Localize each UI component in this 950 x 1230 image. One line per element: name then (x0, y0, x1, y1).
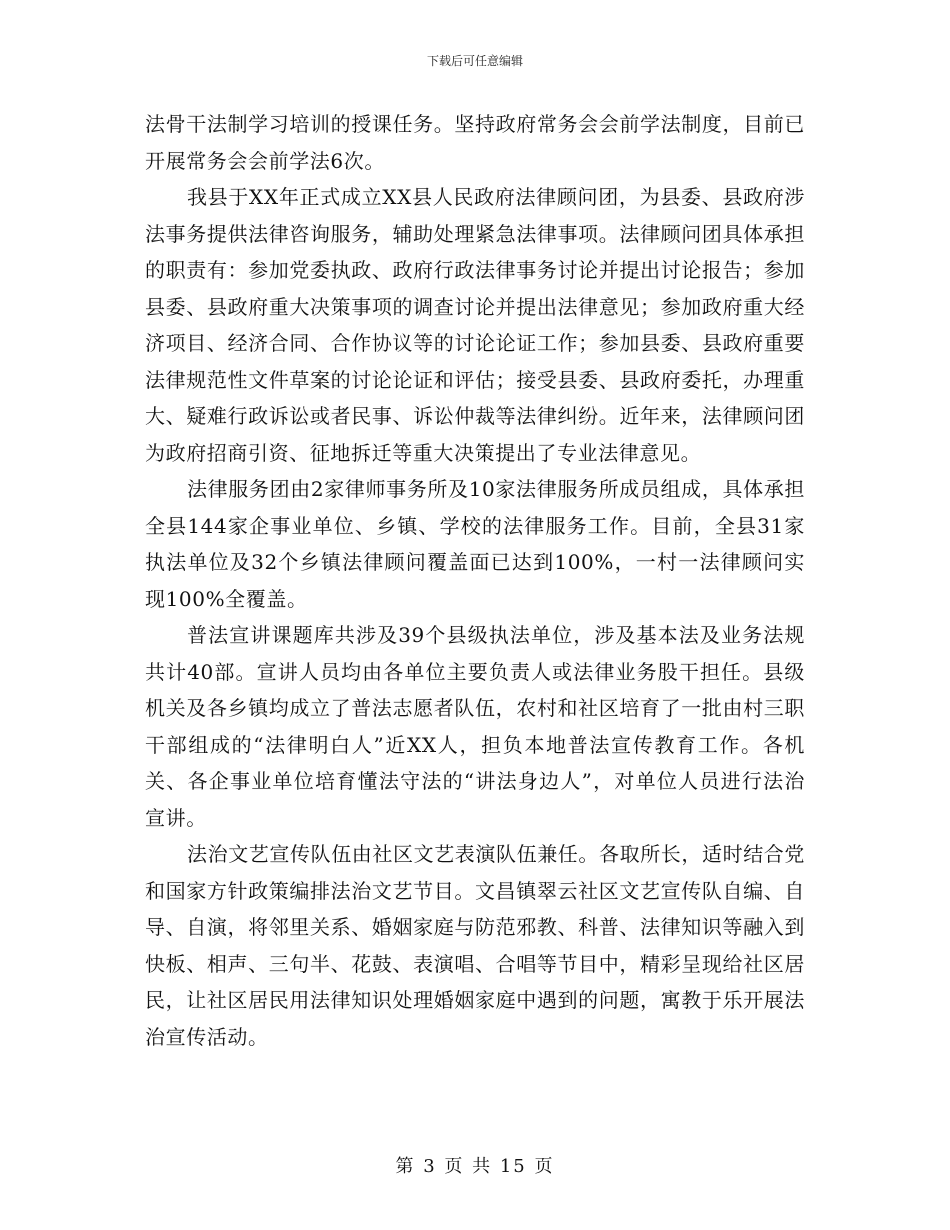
page-number: 第 3 页 共 15 页 (395, 1156, 555, 1177)
paragraph-law-lecture-topics: 普法宣讲课题库共涉及39个县级执法单位，涉及基本法及业务法规共计40部。宣讲人员均由各单位主要负责人或法律业务股干担任。县级机关及各乡镇均成立了普法志愿者队伍，农村和社区培育了一批由村三职干部组成的“法律明白人”近XX人，担负本地普法宣传教育工作。各机关、各企事业单位培育懂法守法的“讲法身边人”，对单位人员进行法治宣讲。 (145, 623, 805, 830)
document-body (145, 106, 805, 1055)
page-header-note: 下载后可任意编辑 (426, 54, 523, 68)
paragraph-legal-advisory-team: 我县于XX年正式成立XX县人民政府法律顾问团，为县委、县政府涉法事务提供法律咨询服务，辅助处理紧急法律事项。法律顾问团具体承担的职责有：参加党委执政、政府行政法律事务讨论并提出讨论报告；参加县委、县政府重大决策事项的调查讨论并提出法律意见；参加政府重大经济项目、经济合同、合作协议等的讨论论证工作；参加县委、县政府重要法律规范性文件草案的讨论论证和评估；接受县委、县政府委托，办理重大、疑难行政诉讼或者民事、诉讼仲裁等法律纠纷。近年来，法律顾问团为政府招商引资、征地拆迁等重大决策提出了专业法律意见。 (145, 185, 805, 465)
paragraph-continuation: 法骨干法制学习培训的授课任务。坚持政府常务会会前学法制度，目前已开展常务会会前学法6次。 (145, 112, 805, 173)
paragraph-legal-arts-team: 法治文艺宣传队伍由社区文艺表演队伍兼任。各取所长，适时结合党和国家方针政策编排法治文艺节目。文昌镇翠云社区文艺宣传队自编、自导、自演，将邻里关系、婚姻家庭与防范邪教、科普、法律知识等融入到快板、相声、三句半、花鼓、表演唱、合唱等节目中，精彩呈现给社区居民，让社区居民用法律知识处理婚姻家庭中遇到的问题，寓教于乐开展法治宣传活动。 (145, 842, 805, 1049)
paragraph-legal-service-team: 法律服务团由2家律师事务所及10家法律服务所成员组成，具体承担全县144家企事业单位、乡镇、学校的法律服务工作。目前，全县31家执法单位及32个乡镇法律顾问覆盖面已达到100%，一村一法律顾问实现100%全覆盖。 (145, 477, 805, 611)
